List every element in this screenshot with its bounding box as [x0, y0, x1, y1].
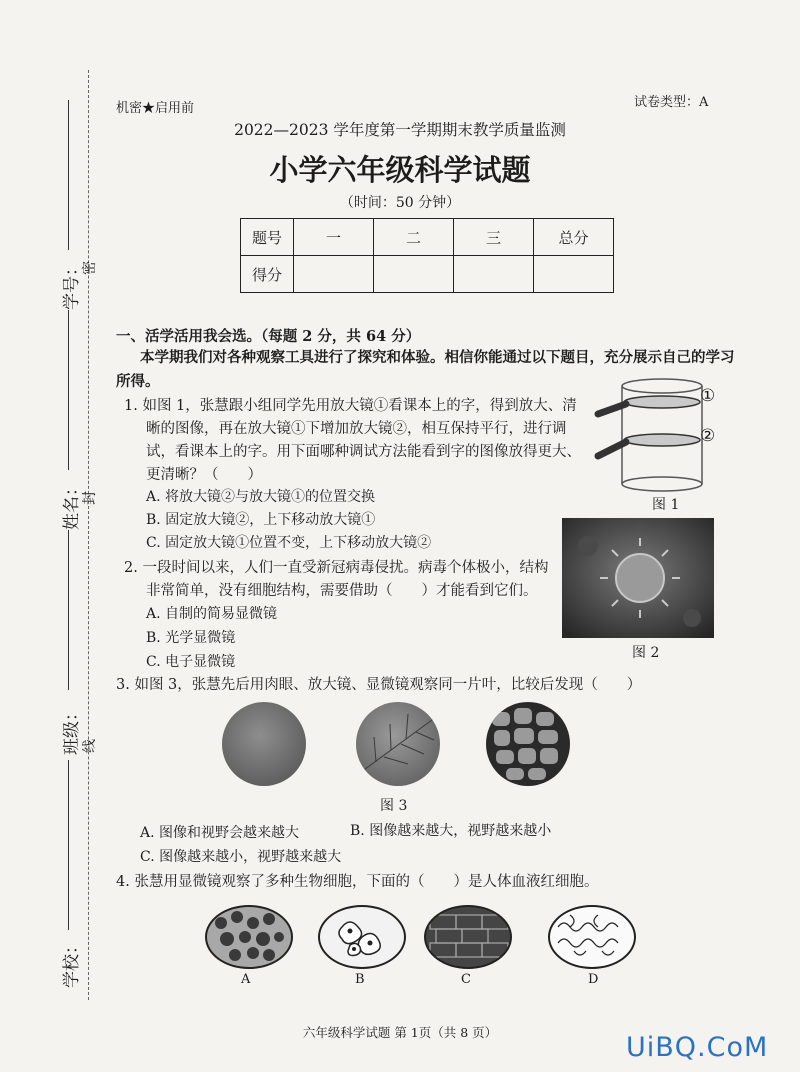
score-row-label: 得分 — [241, 256, 294, 293]
leaf-vein-pattern — [356, 702, 440, 786]
cell-image-c — [424, 905, 512, 969]
q3-option-a: A. 图像和视野会越来越大 — [140, 825, 300, 841]
score-header-cell: 一 — [294, 219, 374, 256]
leaf-cell-pattern — [486, 702, 570, 786]
figure-3-caption: 图 3 — [380, 798, 408, 814]
q2-option-b: B. 光学显微镜 — [146, 630, 236, 646]
leaf-magnifier-view — [356, 702, 440, 786]
score-cell — [374, 256, 454, 293]
page-footer: 六年级科学试题 第 1页（共 8 页） — [302, 1025, 498, 1040]
q3-option-b: B. 图像越来越大，视野越来越小 — [350, 823, 552, 839]
q2-option-c: C. 电子显微镜 — [146, 654, 236, 670]
exam-duration: （时间：50 分钟） — [339, 195, 461, 211]
cell-label-c: C — [461, 972, 471, 987]
school-label: 学校： — [62, 937, 82, 988]
student-id-label: 学号： — [62, 259, 82, 310]
cell-c-pattern — [426, 907, 510, 967]
q2-line-2: 非常简单，没有细胞结构，需要借助（ ）才能看到它们。 — [146, 583, 538, 599]
leaf-microscope-view — [486, 702, 570, 786]
seal-char-xian: 线 — [82, 739, 98, 753]
cell-a-pattern — [207, 907, 291, 967]
magnifier-1 — [598, 396, 700, 414]
q1-option-a: A. 将放大镜②与放大镜①的位置交换 — [146, 489, 376, 505]
score-header-cell: 三 — [454, 219, 534, 256]
q1-option-b: B. 固定放大镜②，上下移动放大镜① — [146, 512, 376, 528]
score-cell — [294, 256, 374, 293]
figure-2-caption: 图 2 — [632, 645, 660, 661]
magnifier-2 — [598, 434, 700, 456]
q1-option-c: C. 固定放大镜①位置不变，上下移动放大镜② — [146, 535, 432, 551]
q3-line: 3. 如图 3，张慧先后用肉眼、放大镜、显微镜观察同一片叶，比较后发现（ ） — [116, 677, 642, 693]
score-table-score-row — [241, 256, 614, 293]
seal-char-feng: 封 — [82, 491, 98, 505]
paper-type: 试卷类型：A — [634, 95, 709, 110]
score-cell — [454, 256, 534, 293]
watermark: UiBQ.CoM — [626, 1032, 769, 1063]
cell-image-a — [205, 905, 293, 969]
q2-line-1: 2. 一段时间以来，人们一直受新冠病毒侵扰。病毒个体极小，结构 — [124, 560, 549, 576]
q3-option-c: C. 图像越来越小，视野越来越大 — [140, 849, 342, 865]
score-table-header-row — [241, 219, 614, 256]
score-table — [240, 218, 614, 293]
cell-label-a: A — [241, 972, 251, 987]
virus-particle-small — [683, 609, 701, 627]
q2-option-a: A. 自制的简易显微镜 — [146, 606, 278, 622]
virus-particle-small — [578, 536, 598, 556]
figure-1-caption: 图 1 — [652, 497, 680, 513]
section-1-intro-line-2: 所得。 — [116, 373, 160, 390]
name-blank-line — [68, 310, 69, 470]
score-header-cell: 总分 — [534, 219, 614, 256]
score-header-cell: 二 — [374, 219, 454, 256]
q1-line-1: 1. 如图 1，张慧跟小组同学先用放大镜①看课本上的字，得到放大、清 — [124, 398, 577, 414]
page-title: 小学六年级科学试题 — [269, 153, 531, 187]
section-1-intro-line-1: 本学期我们对各种观察工具进行了探究和体验。相信你能通过以下题目，充分展示自己的学习 — [140, 349, 735, 366]
figure-1-marker-1: ① — [700, 386, 716, 406]
exam-subtitle: 2022—2023 学年度第一学期期末教学质量监测 — [234, 121, 566, 139]
q4-line: 4. 张慧用显微镜观察了多种生物细胞，下面的（ ）是人体血液红细胞。 — [116, 874, 599, 890]
q1-line-4: 更清晰？（ ） — [146, 467, 262, 483]
name-label: 姓名： — [62, 479, 82, 530]
cell-label-d: D — [588, 972, 599, 987]
cell-d-pattern — [550, 907, 634, 967]
q1-line-3: 试，看课本上的字。用下面哪种调试方法能看到字的图像放得更大、 — [146, 444, 581, 460]
class-blank-line — [68, 530, 69, 690]
cell-label-b: B — [355, 972, 365, 987]
cell-image-d — [548, 905, 636, 969]
school-blank-line — [68, 760, 69, 930]
figure-2-virus-photo — [562, 518, 714, 638]
score-header-cell: 题号 — [241, 219, 294, 256]
figure-1-marker-2: ② — [700, 426, 716, 446]
score-cell — [534, 256, 614, 293]
q1-line-2: 晰的图像，再在放大镜①下增加放大镜②，相互保持平行，进行调 — [146, 421, 567, 437]
class-label: 班级： — [62, 704, 82, 755]
confidential-mark: 机密★启用前 — [116, 101, 195, 116]
cell-b-pattern — [320, 907, 404, 967]
leaf-naked-eye-view — [222, 702, 306, 786]
section-1-heading: 一、活学活用我会选。（每题 2 分，共 64 分） — [116, 328, 421, 345]
cell-image-b — [318, 905, 406, 969]
seal-char-mi: 密 — [82, 261, 98, 275]
